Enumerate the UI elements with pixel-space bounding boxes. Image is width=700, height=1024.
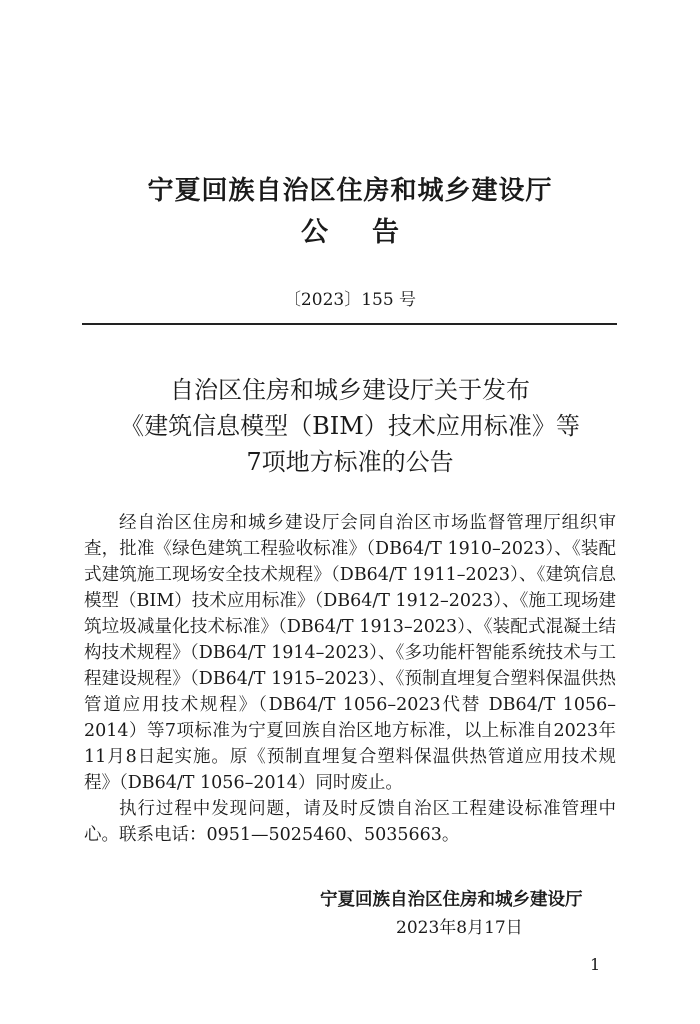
document-title-line-2: 《建筑信息模型（BIM）技术应用标准》等 <box>120 412 580 440</box>
signature-date: 2023年8月17日 <box>396 918 523 938</box>
document-number: 〔2023〕155 号 <box>283 290 417 310</box>
header-divider <box>82 323 617 325</box>
document-body <box>84 510 616 848</box>
document-title <box>0 372 700 480</box>
body-paragraph-1: 经自治区住房和城乡建设厅会同自治区市场监督管理厅组织审查，批准《绿色建筑工程验收标准》（DB64/T 1910–2023）、《装配式建筑施工现场安全技术规程》（DB64/T 1911–2023）、《建筑信息模型（BIM）技术应用标准》（DB64/T 1912–2023）、《施工现场建筑垃圾减量化技术标准》（DB64/T 1913–2023）、《装配式混凝土结构技术规程》（DB64/T 1914–2023）、《多功能杆智能系统技术与工程建设规程》（DB64/T 1915–2023）、《预制直埋复合塑料保温供热管道应用技术规程》（DB64/T 1056–2023代替 DB64/T 1056–2014）等7项标准为宁夏回族自治区地方标准，以上标准自2023年11月8日起实施。原《预制直埋复合塑料保温供热管道应用技术规程》（DB64/T 1056–2014）同时废止。 <box>84 513 616 793</box>
notice-label: 公告 <box>301 217 443 248</box>
signature-organization: 宁夏回族自治区住房和城乡建设厅 <box>320 890 583 910</box>
page-number: 1 <box>590 955 601 974</box>
document-title-line-3: 7项地方标准的公告 <box>246 448 454 476</box>
document-title-line-1: 自治区住房和城乡建设厅关于发布 <box>170 376 530 404</box>
body-paragraph-2: 执行过程中发现问题，请及时反馈自治区工程建设标准管理中心。联系电话：0951—5025460、5035663。 <box>84 799 616 845</box>
issuing-organization-title: 宁夏回族自治区住房和城乡建设厅 <box>147 176 553 206</box>
